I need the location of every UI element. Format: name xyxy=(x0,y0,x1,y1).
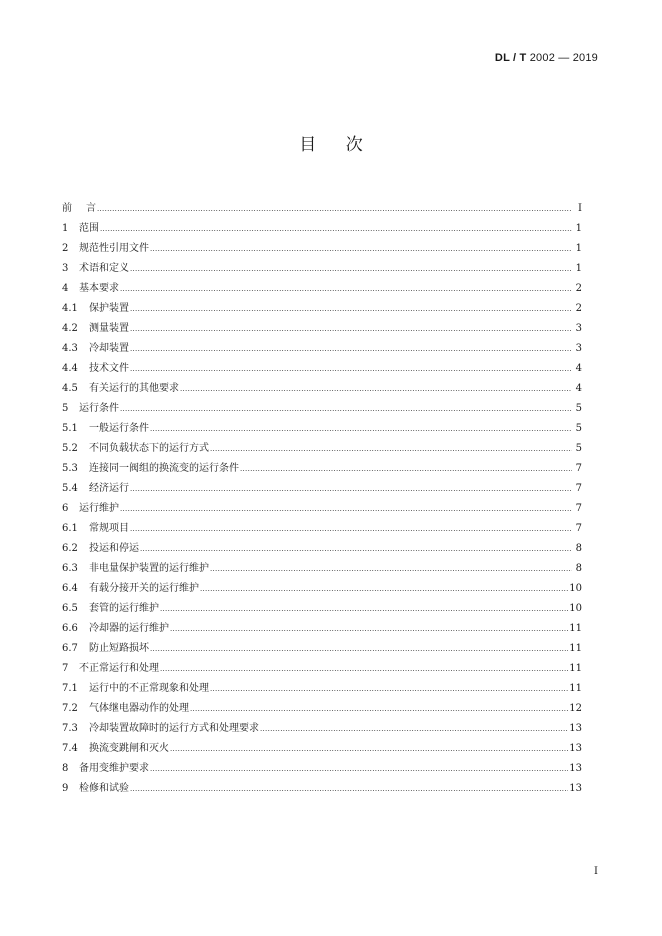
toc-entry[interactable] xyxy=(62,359,582,379)
toc-entry-page: 1 xyxy=(575,223,582,234)
toc-entry[interactable] xyxy=(62,659,582,679)
toc-dot-leader xyxy=(210,559,572,579)
toc-entry-label: 冷却装置故障时的运行方式和处理要求 xyxy=(89,723,259,734)
toc-entry-page: 13 xyxy=(569,783,582,794)
toc-entry-label: 不正常运行和处理 xyxy=(79,663,159,674)
toc-dot-leader xyxy=(180,379,572,399)
toc-entry[interactable] xyxy=(62,679,582,699)
toc-dot-leader xyxy=(170,619,568,639)
toc-entry-number: 5.4 xyxy=(62,483,78,494)
toc-entry-label: 有关运行的其他要求 xyxy=(89,383,179,394)
toc-entry-label: 范围 xyxy=(79,223,99,234)
toc-entry-label: 常规项目 xyxy=(89,523,129,534)
toc-entry-page: 7 xyxy=(575,503,582,514)
toc-entry-label: 防止短路损坏 xyxy=(89,643,149,654)
toc-entry-label: 冷却器的运行维护 xyxy=(89,623,169,634)
toc-dot-leader xyxy=(190,699,568,719)
page-number: I xyxy=(594,866,598,877)
toc-entry-page: I xyxy=(578,203,582,214)
toc-entry[interactable] xyxy=(62,699,582,719)
toc-entry-number: 5.2 xyxy=(62,443,78,454)
toc-entry-number: 4.4 xyxy=(62,363,78,374)
toc-entry-label: 技术文件 xyxy=(89,363,129,374)
toc-dot-leader xyxy=(150,759,568,779)
toc-dot-leader xyxy=(160,659,568,679)
toc-entry[interactable] xyxy=(62,339,582,359)
toc-entry-number: 6.6 xyxy=(62,623,78,634)
toc-entry[interactable] xyxy=(62,279,582,299)
toc-entry-number: 前 xyxy=(62,203,74,214)
toc-entry-page: 3 xyxy=(575,323,582,334)
toc-entry-page: 13 xyxy=(569,743,582,754)
toc-dot-leader xyxy=(120,279,572,299)
toc-entry-number: 2 xyxy=(62,243,69,254)
toc-entry-page: 13 xyxy=(569,763,582,774)
toc-entry-page: 11 xyxy=(569,623,582,634)
toc-entry[interactable] xyxy=(62,439,582,459)
toc-entry[interactable] xyxy=(62,579,582,599)
toc-entry[interactable] xyxy=(62,499,582,519)
toc-entry-number: 4.5 xyxy=(62,383,78,394)
toc-dot-leader xyxy=(170,739,568,759)
toc-entry[interactable] xyxy=(62,719,582,739)
toc-entry-page: 11 xyxy=(569,683,582,694)
toc-entry-number: 1 xyxy=(62,223,69,234)
toc-entry-label: 气体继电器动作的处理 xyxy=(89,703,189,714)
toc-entry-label: 备用变维护要求 xyxy=(79,763,149,774)
toc-entry[interactable] xyxy=(62,739,582,759)
toc-entry-label: 规范性引用文件 xyxy=(79,243,149,254)
toc-dot-leader xyxy=(130,339,572,359)
toc-entry-number: 6.4 xyxy=(62,583,78,594)
toc-entry-label: 套管的运行维护 xyxy=(89,603,159,614)
toc-entry[interactable] xyxy=(62,599,582,619)
toc-entry-label: 测量装置 xyxy=(89,323,129,334)
toc-entry-number: 4.2 xyxy=(62,323,78,334)
toc-entry[interactable] xyxy=(62,419,582,439)
toc-entry-page: 7 xyxy=(575,463,582,474)
toc-entry-number: 4.3 xyxy=(62,343,78,354)
toc-entry[interactable] xyxy=(62,539,582,559)
toc-dot-leader xyxy=(210,679,568,699)
toc-entry-number: 7.3 xyxy=(62,723,78,734)
toc-entry-page: 5 xyxy=(575,443,582,454)
toc-entry-number: 7 xyxy=(62,663,69,674)
toc-entry-label: 保护装置 xyxy=(89,303,129,314)
toc-entry-number: 6.1 xyxy=(62,523,78,534)
toc-entry-number: 6.7 xyxy=(62,643,78,654)
toc-entry-label: 冷却装置 xyxy=(89,343,129,354)
page-title: 目 次 xyxy=(299,135,375,155)
toc-entry-label: 运行中的不正常现象和处理 xyxy=(89,683,209,694)
toc-dot-leader xyxy=(240,459,572,479)
toc-entry-page: 5 xyxy=(575,403,582,414)
toc-entry-label: 运行维护 xyxy=(79,503,119,514)
toc-entry-number: 7.4 xyxy=(62,743,78,754)
document-code-suffix: 2002 — 2019 xyxy=(526,52,598,64)
toc-dot-leader xyxy=(200,579,568,599)
toc-entry-label: 连接同一阀组的换流变的运行条件 xyxy=(89,463,239,474)
toc-entry-label: 非电量保护装置的运行维护 xyxy=(89,563,209,574)
toc-entry-page: 10 xyxy=(569,603,582,614)
toc-entry-label: 言 xyxy=(86,203,96,214)
toc-dot-leader xyxy=(120,399,572,419)
toc-dot-leader xyxy=(150,419,572,439)
table-of-contents xyxy=(62,199,582,799)
toc-entry-label: 换流变跳闸和灭火 xyxy=(89,743,169,754)
toc-entry[interactable] xyxy=(62,379,582,399)
toc-dot-leader xyxy=(150,239,572,259)
toc-entry-label: 不同负载状态下的运行方式 xyxy=(89,443,209,454)
toc-entry-page: 12 xyxy=(569,703,582,714)
toc-entry-page: 1 xyxy=(575,243,582,254)
toc-dot-leader xyxy=(130,519,572,539)
toc-entry[interactable] xyxy=(62,219,582,239)
toc-entry-page: 8 xyxy=(575,543,582,554)
document-code-prefix: DL / T xyxy=(494,52,527,64)
document-code xyxy=(495,52,598,64)
toc-entry-label: 基本要求 xyxy=(79,283,119,294)
toc-entry-number: 5 xyxy=(62,403,69,414)
toc-entry[interactable] xyxy=(62,299,582,319)
toc-entry[interactable] xyxy=(62,319,582,339)
toc-dot-leader xyxy=(130,259,572,279)
toc-entry-page: 8 xyxy=(575,563,582,574)
toc-entry-number: 7.2 xyxy=(62,703,78,714)
toc-entry-page: 11 xyxy=(569,663,582,674)
toc-dot-leader xyxy=(140,539,572,559)
toc-entry-number: 5.3 xyxy=(62,463,78,474)
toc-entry-page: 4 xyxy=(575,363,582,374)
toc-entry[interactable] xyxy=(62,519,582,539)
toc-entry[interactable] xyxy=(62,479,582,499)
toc-entry-label: 有载分接开关的运行维护 xyxy=(89,583,199,594)
toc-entry[interactable] xyxy=(62,639,582,659)
toc-entry[interactable] xyxy=(62,399,582,419)
toc-entry-page: 3 xyxy=(575,343,582,354)
toc-entry-page: 4 xyxy=(575,383,582,394)
toc-dot-leader xyxy=(120,499,572,519)
toc-entry-page: 10 xyxy=(569,583,582,594)
toc-entry-label: 运行条件 xyxy=(79,403,119,414)
toc-entry-label: 检修和试验 xyxy=(79,783,129,794)
toc-entry[interactable] xyxy=(62,259,582,279)
toc-entry[interactable] xyxy=(62,199,582,219)
toc-dot-leader xyxy=(260,719,568,739)
toc-dot-leader xyxy=(130,299,572,319)
toc-entry-number: 6.5 xyxy=(62,603,78,614)
toc-entry-page: 11 xyxy=(569,643,582,654)
toc-dot-leader xyxy=(97,199,572,219)
toc-entry-page: 5 xyxy=(575,423,582,434)
toc-entry-number: 4 xyxy=(62,283,69,294)
toc-dot-leader xyxy=(130,779,568,799)
toc-dot-leader xyxy=(130,319,572,339)
toc-entry-number: 7.1 xyxy=(62,683,78,694)
toc-entry[interactable] xyxy=(62,559,582,579)
toc-dot-leader xyxy=(160,599,568,619)
toc-entry-label: 一般运行条件 xyxy=(89,423,149,434)
toc-entry-number: 6.3 xyxy=(62,563,78,574)
toc-entry-number: 4.1 xyxy=(62,303,78,314)
toc-entry-number: 8 xyxy=(62,763,69,774)
toc-entry-page: 7 xyxy=(575,483,582,494)
toc-entry-number: 3 xyxy=(62,263,69,274)
toc-dot-leader xyxy=(150,639,568,659)
toc-entry-label: 投运和停运 xyxy=(89,543,139,554)
toc-entry-label: 术语和定义 xyxy=(79,263,129,274)
toc-dot-leader xyxy=(100,219,572,239)
toc-entry[interactable] xyxy=(62,759,582,779)
toc-entry-label: 经济运行 xyxy=(89,483,129,494)
toc-entry[interactable] xyxy=(62,459,582,479)
toc-entry[interactable] xyxy=(62,239,582,259)
toc-entry-number: 6.2 xyxy=(62,543,78,554)
toc-entry-number: 5.1 xyxy=(62,423,78,434)
toc-entry-page: 1 xyxy=(575,263,582,274)
toc-entry[interactable] xyxy=(62,779,582,799)
toc-entry-number: 6 xyxy=(62,503,69,514)
toc-dot-leader xyxy=(130,479,572,499)
toc-entry-page: 13 xyxy=(569,723,582,734)
toc-entry[interactable] xyxy=(62,619,582,639)
toc-dot-leader xyxy=(210,439,572,459)
toc-dot-leader xyxy=(130,359,572,379)
toc-entry-page: 2 xyxy=(575,283,582,294)
toc-entry-page: 2 xyxy=(575,303,582,314)
toc-entry-number: 9 xyxy=(62,783,69,794)
toc-entry-page: 7 xyxy=(575,523,582,534)
